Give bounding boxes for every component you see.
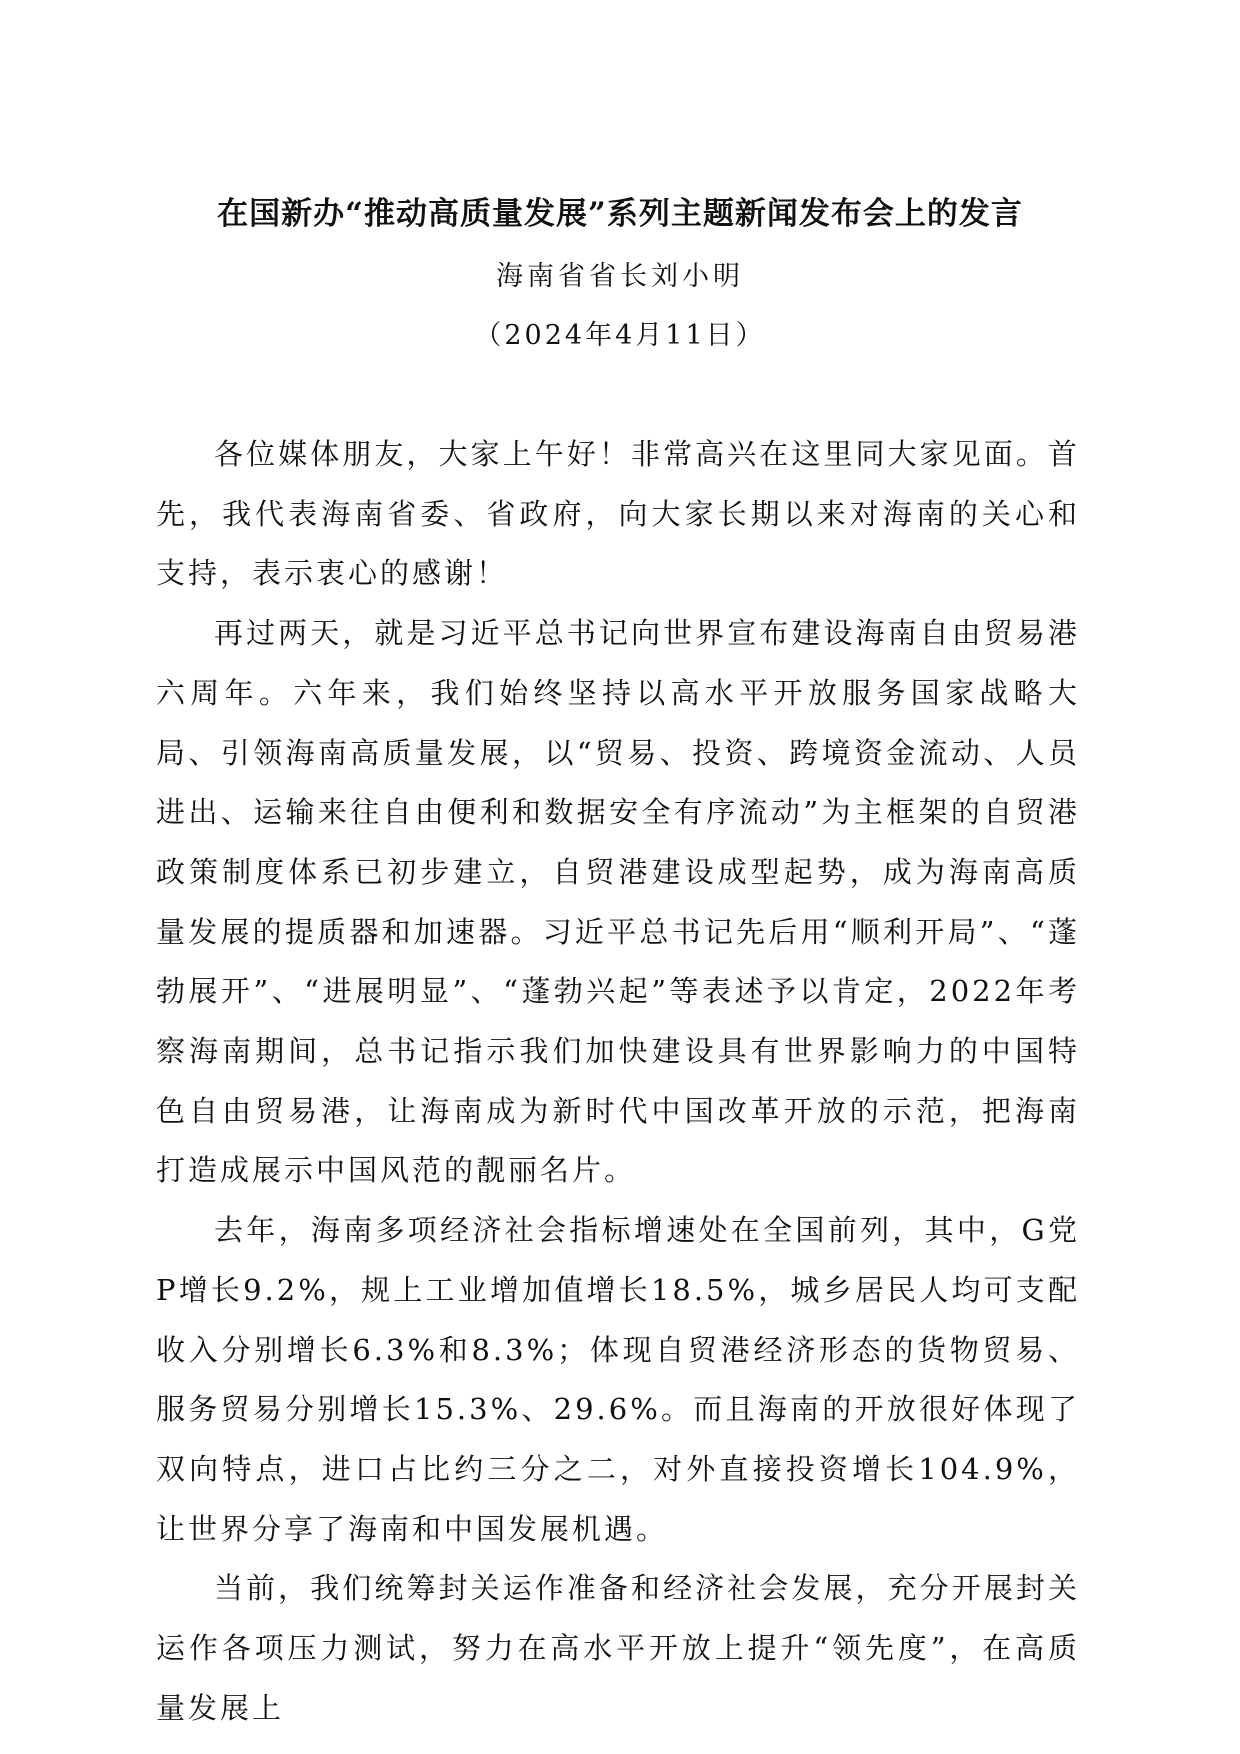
document-body <box>156 425 1080 1738</box>
paragraph: 当前，我们统筹封关运作准备和经济社会发展，充分开展封关运作各项压力测试，努力在高水平开放上提升“领先度”，在高质量发展上 <box>156 1571 1080 1725</box>
paragraph: 各位媒体朋友，大家上午好！非常高兴在这里同大家见面。首先，我代表海南省委、省政府，向大家长期以来对海南的关心和支持，表示衷心的感谢！ <box>156 437 1080 591</box>
document-author: 海南省省长刘小明 <box>496 261 744 292</box>
paragraph: 去年，海南多项经济社会指标增速处在全国前列，其中，G党P增长9.2%，规上工业增加值增长18.5%，城乡居民人均可支配收入分别增长6.3%和8.3%；体现自贸港经济形态的货物贸易、服务贸易分别增长15.3%、29.6%。而且海南的开放很好体现了双向特点，进口占比约三分之二，对外直接投资增长104.9%，让世界分享了海南和中国发展机遇。 <box>156 1213 1080 1546</box>
document-title: 在国新办“推动高质量发展”系列主题新闻发布会上的发言 <box>217 196 1023 232</box>
document-date: （2024年4月11日） <box>474 320 766 351</box>
paragraph: 再过两天，就是习近平总书记向世界宣布建设海南自由贸易港六周年。六年来，我们始终坚持以高水平开放服务国家战略大局、引领海南高质量发展，以“贸易、投资、跨境资金流动、人员进出、运输来往自由便利和数据安全有序流动”为主框架的自贸港政策制度体系已初步建立，自贸港建设成型起势，成为海南高质量发展的提质器和加速器。习近平总书记先后用“顺利开局”、“蓬勃展开”、“进展明显”、“蓬勃兴起”等表述予以肯定，2022年考察海南期间，总书记指示我们加快建设具有世界影响力的中国特色自由贸易港，让海南成为新时代中国改革开放的示范，把海南打造成展示中国风范的靓丽名片。 <box>156 616 1080 1188</box>
